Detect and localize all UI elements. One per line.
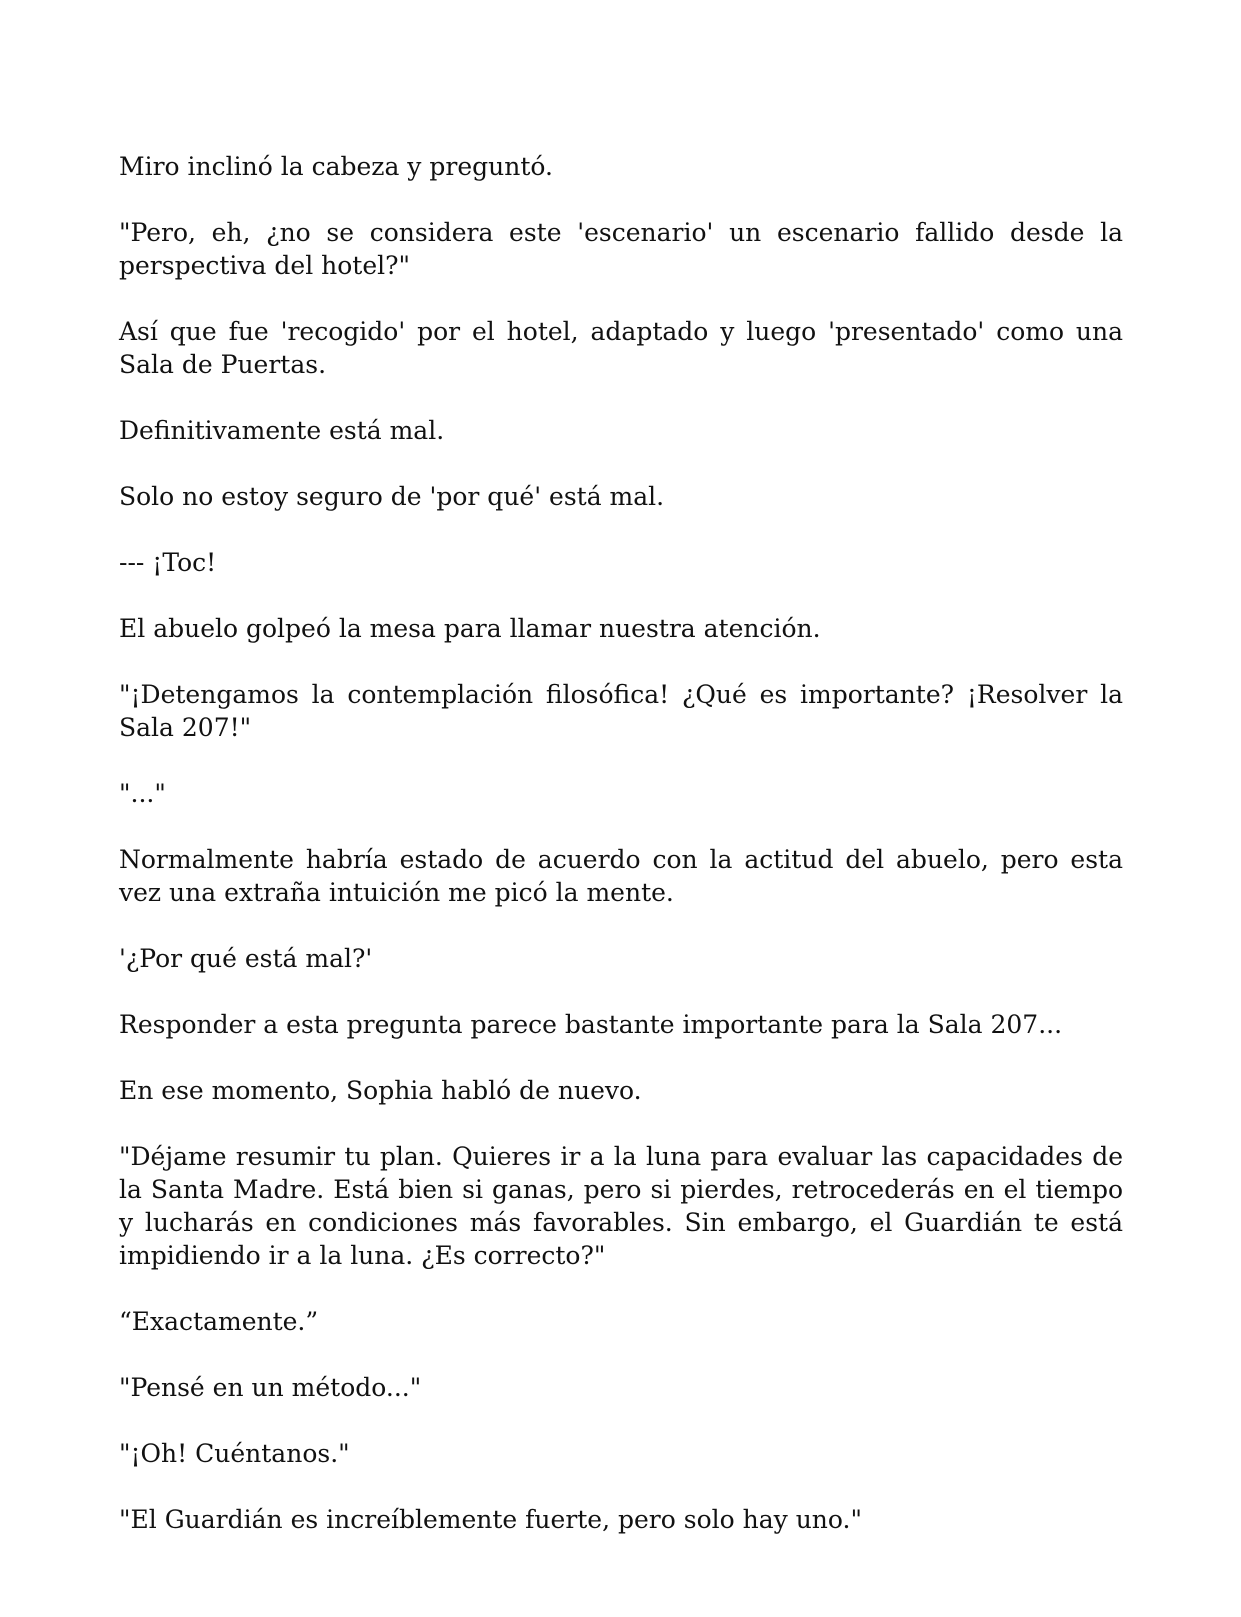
paragraph-7: El abuelo golpeó la mesa para llamar nuestra atención. (119, 614, 821, 643)
paragraph-4: Definitivamente está mal. (119, 416, 445, 445)
paragraph-16: "Pensé en un método..." (119, 1373, 422, 1402)
paragraph-5: Solo no estoy seguro de 'por qué' está mal. (119, 482, 665, 511)
paragraph-18: "El Guardián es increíblemente fuerte, pero solo hay uno." (119, 1505, 862, 1534)
paragraph-1: Miro inclinó la cabeza y preguntó. (119, 152, 553, 181)
paragraph-14: "Déjame resumir tu plan. Quieres ir a la luna para evaluar las capacidades de la Santa Madre. Está bien si ganas, pero si pierdes, retrocederás en el tiempo y lucharás en condiciones más favorables. Sin embargo, el Guardián te está impidiendo ir a la luna. ¿Es correcto?" (119, 1142, 1123, 1270)
paragraph-15: “Exactamente.” (119, 1307, 319, 1336)
paragraph-3: Así que fue 'recogido' por el hotel, adaptado y luego 'presentado' como una Sala de Puertas. (119, 317, 1123, 379)
paragraph-2: "Pero, eh, ¿no se considera este 'escenario' un escenario fallido desde la perspectiva del hotel?" (119, 218, 1123, 280)
paragraph-9: "..." (119, 779, 166, 808)
paragraph-11: '¿Por qué está mal?' (119, 944, 373, 973)
paragraph-8: "¡Detengamos la contemplación filosófica! ¿Qué es importante? ¡Resolver la Sala 207!" (119, 680, 1123, 742)
paragraph-13: En ese momento, Sophia habló de nuevo. (119, 1076, 642, 1105)
document-page (119, 150, 1123, 1536)
paragraph-12: Responder a esta pregunta parece bastante importante para la Sala 207... (119, 1010, 1063, 1039)
paragraph-17: "¡Oh! Cuéntanos." (119, 1439, 350, 1468)
paragraph-10: Normalmente habría estado de acuerdo con la actitud del abuelo, pero esta vez una extraña intuición me picó la mente. (119, 845, 1123, 907)
paragraph-6: --- ¡Toc! (119, 548, 217, 577)
